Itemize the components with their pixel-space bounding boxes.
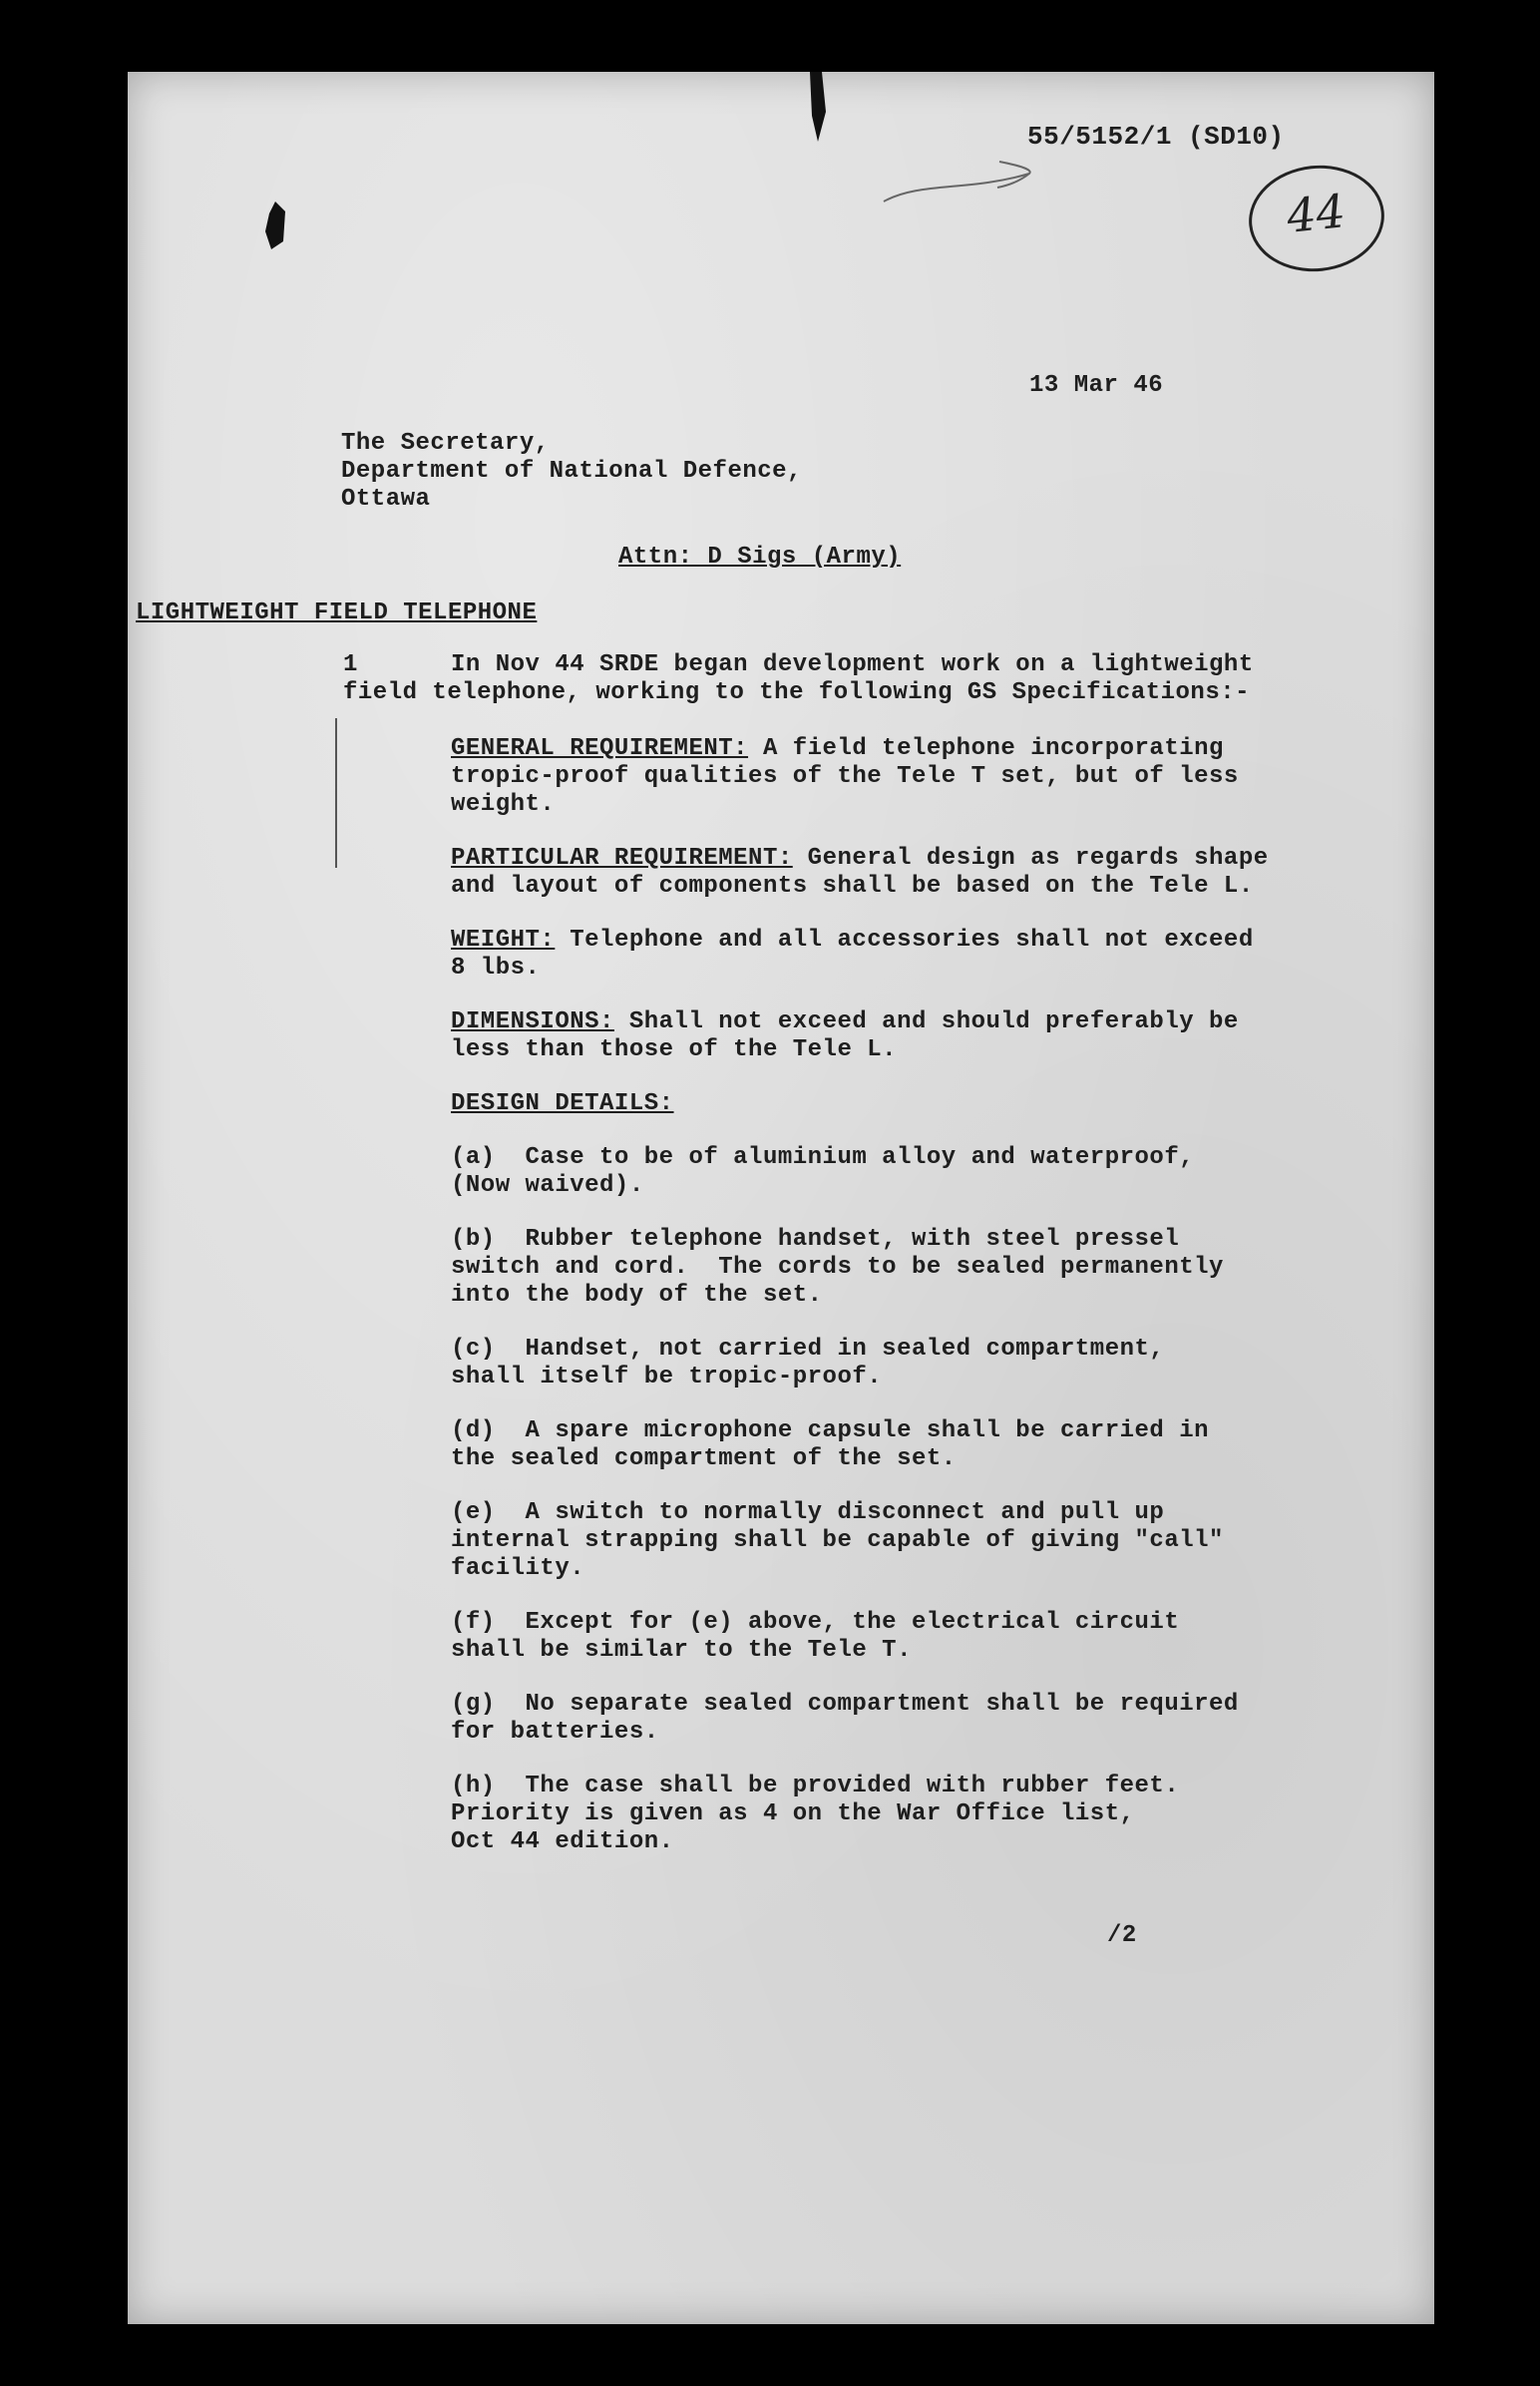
general-requirement-line-2: tropic-proof qualities of the Tele T set, but of less (451, 763, 1239, 790)
design-detail-b-line-3: into the body of the set. (451, 1282, 823, 1309)
design-detail-d-line-1: (d) A spare microphone capsule shall be carried in (451, 1417, 1210, 1444)
document-page (128, 72, 1434, 2324)
design-detail-e-line-1: (e) A switch to normally disconnect and pull up (451, 1499, 1165, 1526)
weight-line-1 (451, 926, 1254, 956)
para-1-line-2: field telephone, working to the following GS Specifications:- (343, 679, 1251, 706)
design-detail-c-line-1: (c) Handset, not carried in sealed compartment, (451, 1336, 1165, 1363)
general-requirement-line-3: weight. (451, 791, 556, 818)
document-date: 13 Mar 46 (1029, 372, 1164, 399)
file-reference: 55/5152/1 (SD10) (1027, 122, 1285, 152)
pencil-arrow-mark (880, 152, 1039, 211)
punch-hole-mark (263, 201, 287, 249)
design-detail-e-line-2: internal strapping shall be capable of giving "call" (451, 1527, 1224, 1554)
design-detail-c-line-2: shall itself be tropic-proof. (451, 1364, 883, 1391)
general-requirement-heading: GENERAL REQUIREMENT: (451, 735, 749, 762)
design-detail-a-line-1: (a) Case to be of aluminium alloy and waterproof, (451, 1144, 1195, 1171)
weight-line-2: 8 lbs. (451, 955, 541, 982)
general-requirement-text-1: A field telephone incorporating (748, 735, 1224, 762)
dimensions-line-2: less than those of the Tele L. (451, 1036, 898, 1063)
design-details-heading: DESIGN DETAILS: (451, 1090, 674, 1117)
addressee-line-2: Department of National Defence, (341, 458, 802, 485)
folio-number: 44 (1284, 184, 1348, 243)
design-detail-h-line-2: Priority is given as 4 on the War Office list, (451, 1800, 1135, 1827)
para-1-line-1: In Nov 44 SRDE began development work on a lightweight (451, 651, 1254, 678)
dimensions-heading: DIMENSIONS: (451, 1008, 614, 1035)
design-detail-e-line-3: facility. (451, 1555, 585, 1582)
design-detail-f-line-2: shall be similar to the Tele T. (451, 1637, 912, 1664)
design-detail-b-line-1: (b) Rubber telephone handset, with steel pressel (451, 1226, 1180, 1253)
subject-heading: LIGHTWEIGHT FIELD TELEPHONE (136, 599, 538, 626)
attention-line: Attn: D Sigs (Army) (618, 544, 902, 571)
design-detail-f-line-1: (f) Except for (e) above, the electrical circuit (451, 1609, 1180, 1636)
design-detail-a-line-2: (Now waived). (451, 1172, 644, 1199)
design-detail-h-line-3: Oct 44 edition. (451, 1828, 674, 1855)
particular-requirement-heading: PARTICULAR REQUIREMENT: (451, 845, 793, 872)
particular-requirement-text-1: General design as regards shape (792, 845, 1269, 872)
dimensions-line-1 (451, 1007, 1239, 1037)
general-requirement-line-1 (451, 734, 1224, 764)
design-detail-g-line-2: for batteries. (451, 1719, 659, 1746)
particular-requirement-line-2: and layout of components shall be based on the Tele L. (451, 873, 1254, 900)
addressee-line-3: Ottawa (341, 486, 431, 513)
continuation-marker: /2 (1107, 1922, 1137, 1949)
weight-heading: WEIGHT: (451, 927, 556, 954)
design-detail-d-line-2: the sealed compartment of the set. (451, 1445, 957, 1472)
staple-mark (796, 72, 836, 142)
particular-requirement-line-1 (451, 844, 1269, 874)
margin-pencil-line (335, 718, 337, 868)
design-detail-b-line-2: switch and cord. The cords to be sealed permanently (451, 1254, 1224, 1281)
addressee-line-1: The Secretary, (341, 430, 550, 457)
para-1-number: 1 (343, 651, 358, 678)
weight-text-1: Telephone and all accessories shall not exceed (555, 927, 1254, 954)
design-detail-g-line-1: (g) No separate sealed compartment shall be required (451, 1691, 1239, 1718)
design-detail-h-line-1: (h) The case shall be provided with rubber feet. (451, 1773, 1180, 1799)
dimensions-text-1: Shall not exceed and should preferably be (613, 1008, 1239, 1035)
folio-number-circle (1244, 159, 1389, 278)
